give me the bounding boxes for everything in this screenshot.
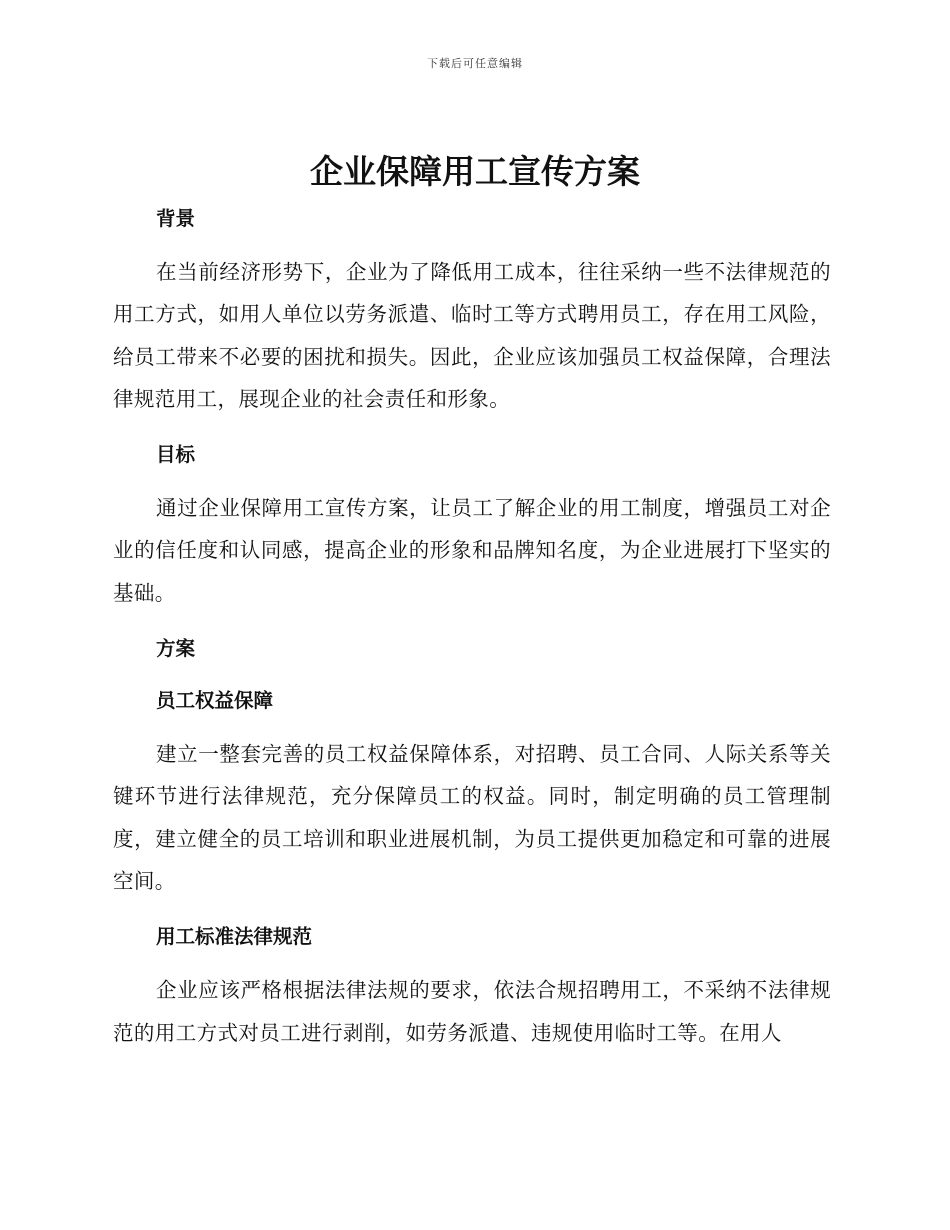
- subsection-heading-employee-rights: 员工权益保障: [156, 689, 274, 713]
- subsection-heading-employment-standards: 用工标准法律规范: [156, 925, 313, 949]
- document-body: [113, 196, 831, 1066]
- header-note: 下载后可任意编辑: [427, 57, 523, 70]
- document-title: 企业保障用工宣传方案: [310, 152, 640, 191]
- section-heading-plan: 方案: [156, 637, 196, 661]
- paragraph-employment-standards: 企业应该严格根据法律法规的要求，依法合规招聘用工，不采纳不法律规范的用工方式对员工进行剥削，如劳务派遣、违规使用临时工等。在用人: [113, 978, 831, 1045]
- paragraph-employee-rights: 建立一整套完善的员工权益保障体系，对招聘、员工合同、人际关系等关键环节进行法律规范，充分保障员工的权益。同时，制定明确的员工管理制度，建立健全的员工培训和职业进展机制，为员工提供更加稳定和可靠的进展空间。: [113, 742, 831, 893]
- section-heading-goal: 目标: [156, 443, 196, 467]
- section-heading-background: 背景: [156, 207, 196, 230]
- paragraph-goal: 通过企业保障用工宣传方案，让员工了解企业的用工制度，增强员工对企业的信任度和认同感，提高企业的形象和品牌知名度，为企业进展打下坚实的基础。: [113, 496, 831, 605]
- paragraph-background: 在当前经济形势下，企业为了降低用工成本，往往采纳一些不法律规范的用工方式，如用人单位以劳务派遣、临时工等方式聘用员工，存在用工风险，给员工带来不必要的困扰和损失。因此，企业应该加强员工权益保障，合理法律规范用工，展现企业的社会责任和形象。: [113, 260, 831, 411]
